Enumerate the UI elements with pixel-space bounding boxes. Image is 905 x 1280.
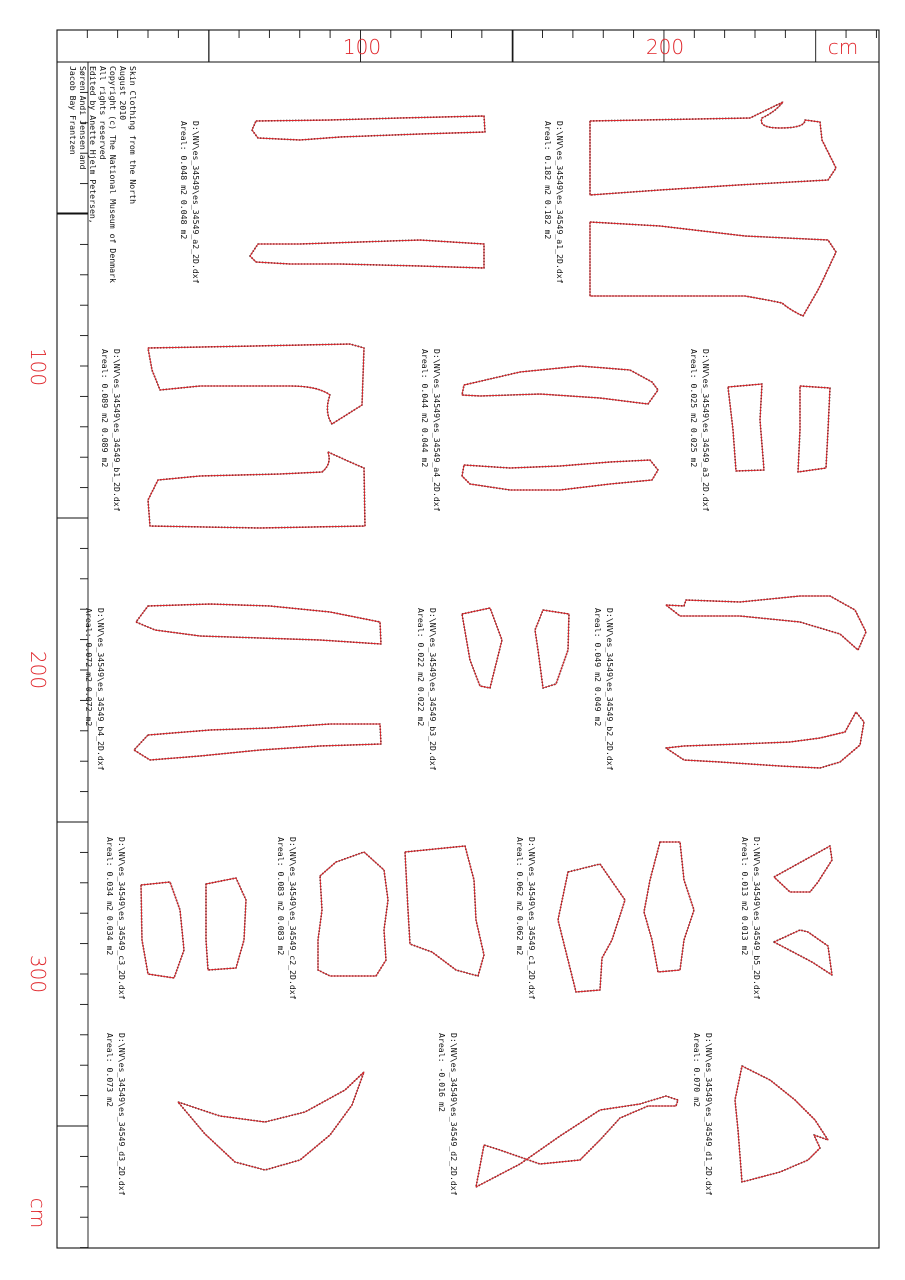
piece-a4-lower-shape-contour xyxy=(462,460,658,490)
piece-b1-lower-shape xyxy=(148,452,365,528)
piece-a1-label xyxy=(543,121,565,284)
piece-c3-filename: D:\NV\es_34549\es_34549_c3_2D.dxf xyxy=(117,837,127,1000)
piece-c2-filename: D:\NV\es_34549\es_34549_c2_2D.dxf xyxy=(288,837,298,1000)
piece-d2-area: Areal: -0.016 m2 xyxy=(437,1033,447,1112)
piece-c1-right-shape xyxy=(644,842,694,972)
credits-block xyxy=(68,66,138,283)
piece-a3-right-shape-contour xyxy=(798,386,830,472)
piece-c2-left-shape-contour xyxy=(318,852,388,976)
piece-b5-lower-shape xyxy=(774,930,832,975)
piece-c1-filename: D:\NV\es_34549\es_34549_c1_2D.dxf xyxy=(527,837,537,1000)
piece-a3-filename: D:\NV\es_34549\es_34549_a3_2D.dxf xyxy=(701,349,711,512)
piece-b2-area: Areal: 0.049 m2 0.049 m2 xyxy=(593,608,603,727)
top-ruler-ticks xyxy=(87,30,876,62)
piece-a3-right-shape xyxy=(798,386,830,472)
piece-d1-label xyxy=(692,1033,714,1196)
piece-d1-area: Areal: 0.070 m2 xyxy=(692,1033,702,1107)
piece-b1-upper-shape-contour xyxy=(148,344,364,424)
piece-d3-shape-contour xyxy=(178,1072,364,1170)
top-ruler-label-100: 100 xyxy=(342,35,382,59)
credit-line-1: Skin Clothing from the North xyxy=(128,66,138,205)
piece-a4-area: Areal: 0.044 m2 0.044 m2 xyxy=(420,349,430,468)
piece-c2-right-shape-contour xyxy=(405,846,484,976)
left-ruler-ticks xyxy=(57,92,88,1247)
piece-d2-filename: D:\NV\es_34549\es_34549_d2_2D.dxf xyxy=(449,1033,459,1196)
piece-a4-label xyxy=(420,349,442,512)
credit-line-6: Søren Andi Jensen and xyxy=(78,66,88,170)
piece-c2-right-shape xyxy=(405,846,484,976)
piece-b3-right-shape-contour xyxy=(535,610,569,688)
piece-b4-label xyxy=(84,608,106,771)
piece-b5-upper-shape-contour xyxy=(774,846,832,892)
piece-b3-label xyxy=(416,608,438,771)
left-ruler-label-200: 200 xyxy=(26,650,50,690)
left-ruler-label-300: 300 xyxy=(26,954,50,994)
piece-b2-upper-shape xyxy=(666,596,866,650)
piece-d2-shape-contour xyxy=(476,1096,678,1187)
piece-b2-label xyxy=(593,608,615,771)
top-ruler-label-200: 200 xyxy=(645,35,685,59)
piece-c2-label xyxy=(276,837,298,1000)
piece-b5-lower-shape-contour xyxy=(774,930,832,975)
piece-a1-lower-shape xyxy=(590,222,836,316)
piece-b2-filename: D:\NV\es_34549\es_34549_b2_2D.dxf xyxy=(605,608,615,771)
piece-a4-lower-shape xyxy=(462,460,658,490)
piece-d3-label xyxy=(105,1033,127,1196)
piece-c2-left-shape xyxy=(318,852,388,976)
piece-b4-filename: D:\NV\es_34549\es_34549_b4_2D.dxf xyxy=(96,608,106,771)
piece-c3-label xyxy=(105,837,127,1000)
piece-d3-shape xyxy=(178,1072,364,1170)
piece-b1-upper-shape xyxy=(148,344,364,424)
piece-a1-upper-shape-contour xyxy=(590,102,836,195)
piece-c1-left-shape xyxy=(558,864,625,992)
piece-a1-area: Areal: 0.182 m2 0.182 m2 xyxy=(543,121,553,240)
piece-a1-lower-shape-contour xyxy=(590,222,836,316)
piece-b3-area: Areal: 0.022 m2 0.022 m2 xyxy=(416,608,426,727)
piece-b2-upper-shape-contour xyxy=(666,596,866,650)
piece-c1-label xyxy=(515,837,537,1000)
piece-c1-right-shape-contour xyxy=(644,842,694,972)
piece-b4-lower-shape-contour xyxy=(134,724,381,760)
piece-a2-area: Areal: 0.048 m2 0.048 m2 xyxy=(179,121,189,240)
piece-a2-filename: D:\NV\es_34549\es_34549_a2_2D.dxf xyxy=(191,121,201,284)
piece-a4-upper-shape-contour xyxy=(462,366,658,404)
piece-a1-filename: D:\NV\es_34549\es_34549_a1_2D.dxf xyxy=(555,121,565,284)
left-ruler-label-100: 100 xyxy=(26,347,50,387)
piece-c3-area: Areal: 0.034 m2 0.034 m2 xyxy=(105,837,115,956)
pattern-pieces xyxy=(134,102,866,1187)
piece-a3-left-shape xyxy=(728,384,764,471)
piece-b1-label xyxy=(100,349,122,512)
piece-b4-lower-shape xyxy=(134,724,381,760)
piece-b1-area: Areal: 0.089 m2 0.089 m2 xyxy=(100,349,110,468)
piece-b1-filename: D:\NV\es_34549\es_34549_b1_2D.dxf xyxy=(112,349,122,512)
piece-c3-left-shape xyxy=(141,882,184,978)
piece-a3-area: Areal: 0.025 m2 0.025 m2 xyxy=(689,349,699,468)
credit-line-5: Edited by Anette Hjelm Petersen, xyxy=(88,66,98,224)
piece-a2-label xyxy=(179,121,201,284)
credit-line-3: Copyright (c) The National Museum of Denmark xyxy=(108,66,118,283)
piece-b5-label xyxy=(740,837,762,1000)
piece-c3-right-shape xyxy=(206,878,246,970)
piece-a1-upper-shape xyxy=(590,102,836,195)
piece-b3-left-shape-contour xyxy=(462,608,502,688)
piece-d3-filename: D:\NV\es_34549\es_34549_d3_2D.dxf xyxy=(117,1033,127,1196)
piece-d1-shape xyxy=(735,1066,828,1182)
piece-a2-lower-shape-contour xyxy=(250,240,484,268)
piece-c1-area: Areal: 0.062 m2 0.062 m2 xyxy=(515,837,525,956)
piece-c3-left-shape-contour xyxy=(141,882,184,978)
piece-b5-area: Areal: 0.013 m2 0.013 m2 xyxy=(740,837,750,956)
piece-b4-area: Areal: 0.072 m2 0.072 m2 xyxy=(84,608,94,727)
piece-d2-label xyxy=(437,1033,459,1196)
piece-a2-upper-shape xyxy=(252,116,485,140)
left-ruler-unit: cm xyxy=(26,1197,50,1229)
piece-d3-area: Areal: 0.073 m2 xyxy=(105,1033,115,1107)
piece-b2-lower-shape-contour xyxy=(666,712,864,768)
piece-b5-filename: D:\NV\es_34549\es_34549_b5_2D.dxf xyxy=(752,837,762,1000)
top-ruler-unit: cm xyxy=(827,35,859,59)
piece-b4-upper-shape-contour xyxy=(136,604,381,644)
piece-d1-shape-contour xyxy=(735,1066,828,1182)
piece-b3-filename: D:\NV\es_34549\es_34549_b3_2D.dxf xyxy=(428,608,438,771)
piece-c2-area: Areal: 0.083 m2 0.083 m2 xyxy=(276,837,286,956)
piece-d2-shape xyxy=(476,1096,678,1187)
piece-b2-lower-shape xyxy=(666,712,864,768)
piece-d1-filename: D:\NV\es_34549\es_34549_d1_2D.dxf xyxy=(704,1033,714,1196)
piece-b3-right-shape xyxy=(535,610,569,688)
piece-a3-left-shape-contour xyxy=(728,384,764,471)
credit-line-4: All rights reserved xyxy=(98,66,108,160)
piece-a3-label xyxy=(689,349,711,512)
piece-a4-filename: D:\NV\es_34549\es_34549_a4_2D.dxf xyxy=(432,349,442,512)
credit-line-7: Jacob Bay Frantzen xyxy=(68,66,78,155)
piece-a4-upper-shape xyxy=(462,366,658,404)
piece-b1-lower-shape-contour xyxy=(148,452,365,528)
credit-line-2: August 2010 xyxy=(118,66,128,121)
piece-c1-left-shape-contour xyxy=(558,864,625,992)
